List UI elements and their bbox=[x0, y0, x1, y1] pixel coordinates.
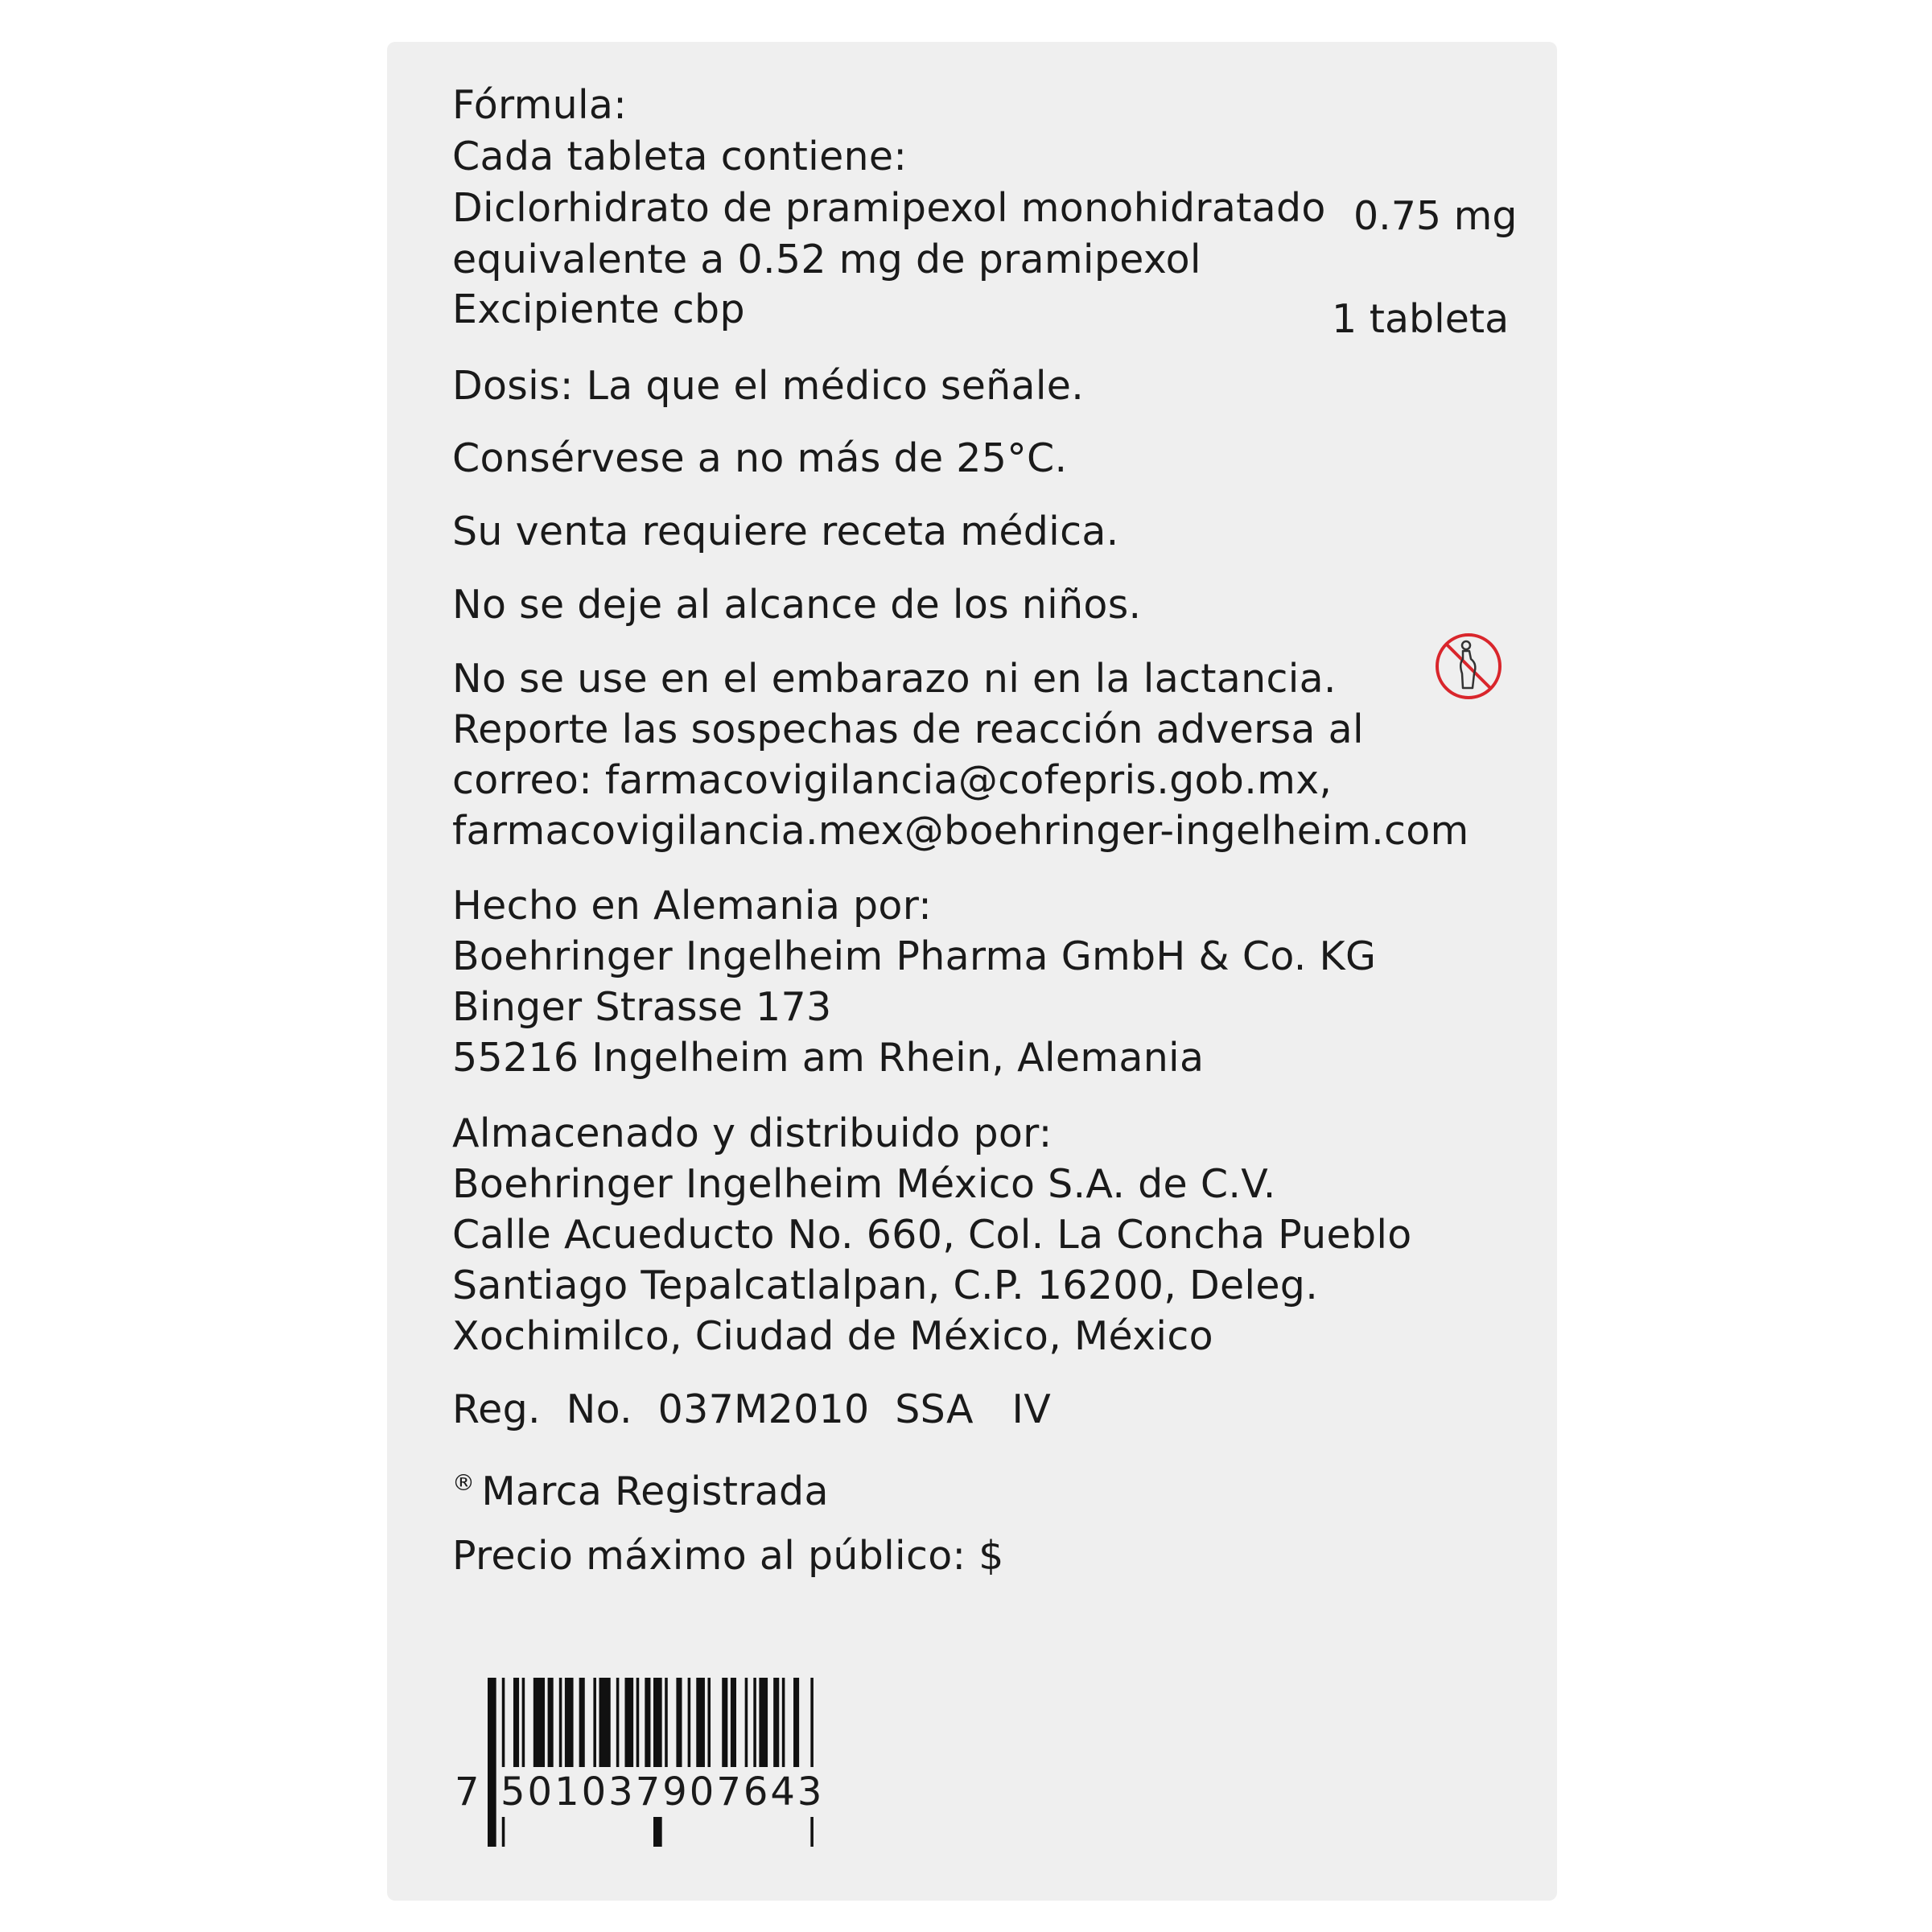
storage-text: Consérvese a no más de 25°C. bbox=[452, 435, 1068, 481]
dosis-text: Dosis: La que el médico señale. bbox=[452, 363, 1085, 409]
report-line-2: correo: farmacovigilancia@cofepris.gob.mx, bbox=[452, 757, 1333, 803]
pregnancy-warning: No se use en el embarazo ni en la lactancia. bbox=[452, 656, 1337, 702]
report-line-1: Reporte las sospechas de reacción adversa al bbox=[452, 706, 1364, 752]
barcode-bar bbox=[653, 1678, 662, 1847]
prescription-text: Su venta requiere receta médica. bbox=[452, 509, 1119, 554]
manufacturer-line-1: Hecho en Alemania por: bbox=[452, 883, 933, 929]
distributor-line-3: Calle Acueducto No. 660, Col. La Concha Pueblo bbox=[452, 1212, 1412, 1258]
no-pregnancy-icon bbox=[1434, 632, 1503, 701]
manufacturer-line-2: Boehringer Ingelheim Pharma GmbH & Co. KG bbox=[452, 933, 1377, 979]
per-tablet-text: Cada tableta contiene: bbox=[452, 134, 908, 179]
distributor-line-1: Almacenado y distribuido por: bbox=[452, 1110, 1053, 1156]
barcode-bar bbox=[502, 1678, 505, 1847]
formula-heading: Fórmula: bbox=[452, 82, 628, 128]
distributor-line-4: Santiago Tepalcatlalpan, C.P. 16200, Deleg. bbox=[452, 1263, 1319, 1308]
active-amount: 0.75 mg bbox=[1353, 193, 1518, 239]
barcode-digits: 501037907643 bbox=[501, 1767, 824, 1817]
distributor-line-5: Xochimilco, Ciudad de México, México bbox=[452, 1313, 1213, 1359]
barcode-bar bbox=[488, 1678, 496, 1847]
trademark-text: Marca Registrada bbox=[481, 1469, 829, 1514]
manufacturer-line-4: 55216 Ingelheim am Rhein, Alemania bbox=[452, 1035, 1205, 1081]
distributor-line-2: Boehringer Ingelheim México S.A. de C.V. bbox=[452, 1161, 1276, 1207]
price-text: Precio máximo al público: $ bbox=[452, 1533, 1004, 1579]
equivalent-text: equivalente a 0.52 mg de pramipexol bbox=[452, 237, 1201, 282]
excipient-text: Excipiente cbp bbox=[452, 286, 745, 332]
barcode bbox=[488, 1678, 819, 1847]
report-line-3: farmacovigilancia.mex@boehringer-ingelheim.com bbox=[452, 808, 1469, 854]
children-warning: No se deje al alcance de los niños. bbox=[452, 582, 1142, 628]
registration-number: Reg. No. 037M2010 SSA IV bbox=[452, 1386, 1052, 1432]
registered-symbol: ® bbox=[452, 1469, 476, 1496]
barcode-bar bbox=[810, 1678, 814, 1847]
barcode-first-digit: 7 bbox=[455, 1767, 480, 1817]
excipient-amount: 1 tableta bbox=[1332, 296, 1510, 342]
active-ingredient: Diclorhidrato de pramipexol monohidratado bbox=[452, 185, 1326, 231]
manufacturer-line-3: Binger Strasse 173 bbox=[452, 984, 832, 1030]
trademark-line bbox=[452, 1458, 829, 1517]
